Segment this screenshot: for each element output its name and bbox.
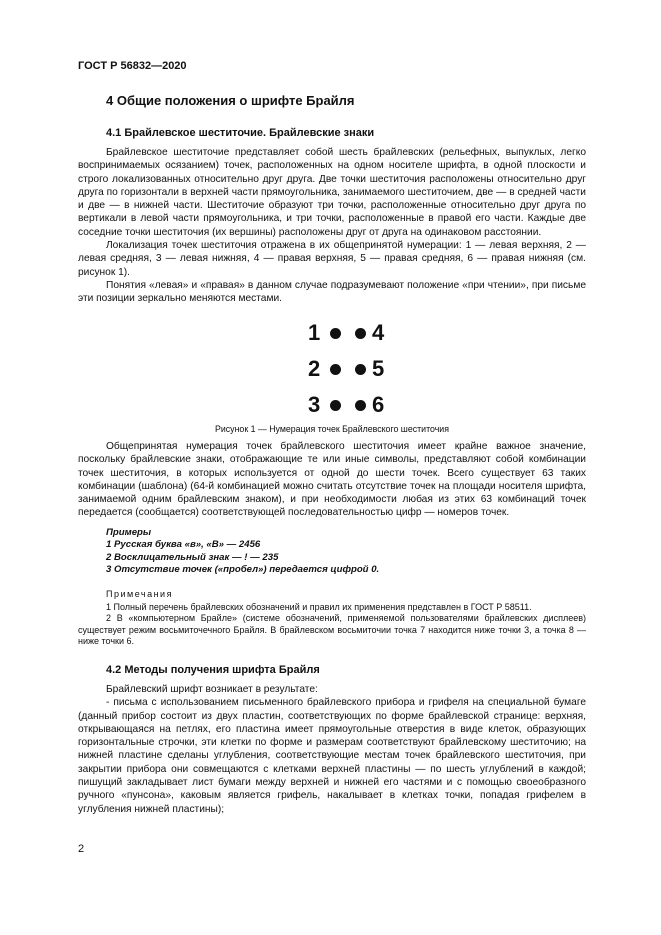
list-item-writing-method: - письма с использованием письменного брайлевского прибора и грифеля на специальной бумаге (данный прибор состоит из двух пластин, соответствующих по форме брайлевской странице: верхняя, открывающаяся на петлях, его пластина имеет прямоугольные отверстия в виде клеток, образующих горизонтальные строчки, эти клетки по форме и размерам соответствуют брайлевскому шеститочию; на нижней пластине сделаны углубления, соответствующие местам точек брайлевского шеститочия, при закрытии прибора они совмещаются с клетками верхней пластины — по шесть углублений в каждой; пишущий закладывает лист бумаги между верхней и нижней его частями и с помощью своеобразного ручного «пунсона», каковым является грифель, накалывает в клетках точки, попадая грифелем в углубления нижней пластины); <box>78 697 586 815</box>
examples-block <box>106 527 379 576</box>
paragraph-combinations: Общепринятая нумерация точек брайлевского шеститочия имеет крайне важное значение, поскольку брайлевские знаки, отображающие те или иные символы, представляют собой комбинации точек шеститочия, в которых используется от одной до шести точек. Всего существует 63 таких комбинации (шаблона) (64-й комбинацией можно считать отсутствие точек на площади носителя шрифта, занимаемой одним брайлевским знаком), и при необходимости любая из этих 63 комбинаций точек передается (сообщается) соответствующей последовательностью цифр — номеров точек. <box>78 441 586 519</box>
paragraph-left-right-note: Понятия «левая» и «правая» в данном случае подразумевают положение «при чтении», при письме эти позиции зеркально меняются местами. <box>78 279 586 305</box>
braille-row-top <box>300 320 400 356</box>
subsection-4-1-heading: 4.1 Брайлевское шеститочие. Брайлевские знаки <box>106 127 375 139</box>
dot-number-4: 4 <box>372 320 385 345</box>
section-4-1-body <box>78 146 586 306</box>
document-standard-header: ГОСТ Р 56832—2020 <box>78 60 187 72</box>
braille-dot-icon <box>355 328 366 339</box>
example-item: 3 Отсутствие точек («пробел») передается цифрой 0. <box>106 563 380 575</box>
section-4-2-body <box>78 683 586 816</box>
section-4-heading: 4 Общие положения о шрифте Брайля <box>106 93 355 108</box>
notes-block <box>78 589 586 648</box>
paragraph-braille-cell-description: Брайлевское шеститочие представляет собой шесть брайлевских (рельефных, выпуклых, легко воспринимаемых осязанием) точек, расположенных на одном носителе шрифта, в одной плоскости и строго локализованных относительно друг друга. Две точки шеститочия расположены относительно друг друга по горизонтали в верхней части прямоугольника, занимаемого шеститочием, две — в средней части и две — в нижней части. Шеститочие образуют три точки, расположенные относительно друг друга по вертикали в левой части прямоугольника, и три точки, расположенные в правой его части. Каждые две соседние точки шеститочия (их вершины) расположены друг от друга на одинаковом расстоянии. <box>78 147 586 238</box>
figure-1-caption: Рисунок 1 — Нумерация точек Брайлевского шеститочия <box>215 424 449 434</box>
examples-title: Примеры <box>106 527 152 538</box>
notes-title: Примечания <box>106 589 173 599</box>
dot-number-6: 6 <box>372 392 385 417</box>
paragraph-intro: Брайлевский шрифт возникает в результате: <box>106 684 318 695</box>
note-item: 2 В «компьютерном Брайле» (системе обозначений, применяемой пользователями брайлевских дисплеев) существует режим восьмиточечного Брайля. В брайлевском восьмиточии точка 7 находится ниже точки 3, а точка 8 — ниже точки 6. <box>78 613 586 646</box>
example-item: 2 Восклицательный знак — ! — 235 <box>106 551 279 563</box>
braille-dot-icon <box>355 364 366 375</box>
dot-number-1: 1 <box>308 320 321 345</box>
braille-dot-icon <box>330 400 341 411</box>
dot-number-2: 2 <box>308 356 321 381</box>
example-item: 1 Русская буква «в», «В» — 2456 <box>106 539 261 551</box>
braille-row-middle <box>300 356 400 392</box>
page-number: 2 <box>78 843 85 855</box>
note-item: 1 Полный перечень брайлевских обозначений и правил их применения представлен в ГОСТ Р 58511. <box>106 601 532 612</box>
subsection-4-2-heading: 4.2 Методы получения шрифта Брайля <box>106 664 320 676</box>
figure-1-braille-cell <box>300 320 400 428</box>
dot-number-3: 3 <box>308 392 321 417</box>
section-4-1-body-continued <box>78 440 586 520</box>
braille-dot-icon <box>330 328 341 339</box>
braille-dot-icon <box>355 400 366 411</box>
braille-row-bottom <box>300 392 400 428</box>
paragraph-dot-numbering: Локализация точек шеститочия отражена в их общепринятой нумерации: 1 — левая верхняя, 2 — левая средняя, 3 — левая нижняя, 4 — правая верхняя, 5 — правая средняя, 6 — правая нижняя (см. рисунок 1). <box>78 240 586 278</box>
braille-dot-icon <box>330 364 341 375</box>
dot-number-5: 5 <box>372 356 385 381</box>
